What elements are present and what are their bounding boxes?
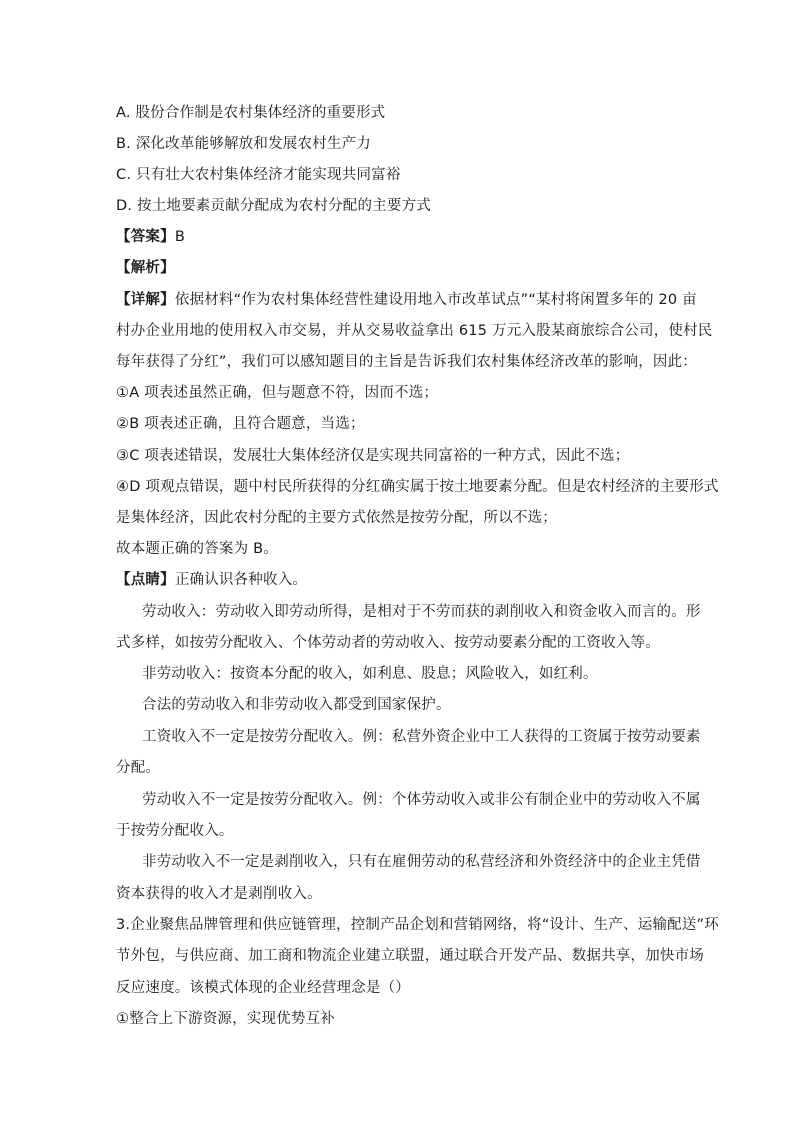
tip-intro: 正确认识各种收入。 xyxy=(174,572,308,588)
tip-label: 【点睛】 xyxy=(116,572,175,588)
tip-line-4: 工资收入不一定是按劳分配收入。例：私营外资企业中工人获得的工资属于按劳动要素 xyxy=(142,729,701,745)
option-b: B. 深化改革能够解放和发展农村生产力 xyxy=(116,136,371,152)
detail-line-3: ①A 项表述虽然正确，但与题意不符，因而不选； xyxy=(116,385,439,401)
tip-line-2: 非劳动收入：按资本分配的收入，如利息、股息；风险收入，如红利。 xyxy=(142,666,598,682)
tip-line-0: 劳动收入：劳动收入即劳动所得，是相对于不劳而获的剥削收入和资金收入而言的。形 xyxy=(142,604,701,620)
detail-text-0: 依据材料“作为农村集体经营性建设用地入市改革试点”“某村将闲置多年的 20 亩 xyxy=(174,292,697,308)
tip-line-3: 合法的劳动收入和非劳动收入都受到国家保护。 xyxy=(142,697,451,713)
tip-line-5: 分配。 xyxy=(116,760,161,776)
tip-line-6: 劳动收入不一定是按劳分配收入。例：个体劳动收入或非公有制企业中的劳动收入不属 xyxy=(142,792,701,808)
tip-line-9: 资本获得的收入才是剥削收入。 xyxy=(116,886,322,902)
answer-value: B xyxy=(174,229,185,245)
detail-line-4: ②B 项表述正确，且符合题意，当选； xyxy=(116,416,365,432)
tip-line-8: 非劳动收入不一定是剥削收入，只有在雇佣劳动的私营经济和外资经济中的企业主凭借 xyxy=(142,854,701,870)
detail-line-5: ③C 项表述错误，发展壮大集体经济仅是实现共同富裕的一种方式，因此不选； xyxy=(116,448,630,464)
option-a: A. 股份合作制是农村集体经济的重要形式 xyxy=(116,105,386,121)
analysis-label: 【解析】 xyxy=(116,260,175,276)
question3-line-1: 节外包，与供应商、加工商和物流企业建立联盟，通过联合开发产品、数据共享，加快市场 xyxy=(116,948,704,964)
answer-line xyxy=(116,227,696,247)
answer-label: 【答案】 xyxy=(116,229,175,245)
question3-line-0: 3.企业聚焦品牌管理和供应链管理，控制产品企划和营销网络，将“设计、生产、运输配送”环 xyxy=(116,917,719,933)
detail-line-6: ④D 项观点错误，题中村民所获得的分红确实属于按土地要素分配。但是农村经济的主要形式 xyxy=(116,479,719,495)
detail-line-1: 村办企业用地的使用权入市交易，并从交易收益拿出 615 万元入股某商旅综合公司，使村民 xyxy=(116,323,713,339)
tip-line xyxy=(116,570,696,590)
option-c: C. 只有壮大农村集体经济才能实现共同富裕 xyxy=(116,167,401,183)
detail-line-8: 故本题正确的答案为 B。 xyxy=(116,541,278,557)
tip-line-1: 式多样，如按劳分配收入、个体劳动者的劳动收入、按劳动要素分配的工资收入等。 xyxy=(116,635,660,651)
detail-line-2: 每年获得了分红”，我们可以感知题目的主旨是告诉我们农村集体经济改革的影响，因此： xyxy=(116,354,698,370)
detail-line-0 xyxy=(116,290,696,310)
question3-line-2: 反应速度。该模式体现的企业经营理念是（） xyxy=(116,980,410,996)
option-d: D. 按土地要素贡献分配成为农村分配的主要方式 xyxy=(116,198,431,214)
detail-label: 【详解】 xyxy=(116,292,175,308)
tip-line-7: 于按劳分配收入。 xyxy=(116,823,234,839)
detail-line-7: 是集体经济，因此农村分配的主要方式依然是按劳分配，所以不选； xyxy=(116,510,557,526)
question3-choice-1: ①整合上下游资源，实现优势互补 xyxy=(116,1011,335,1027)
